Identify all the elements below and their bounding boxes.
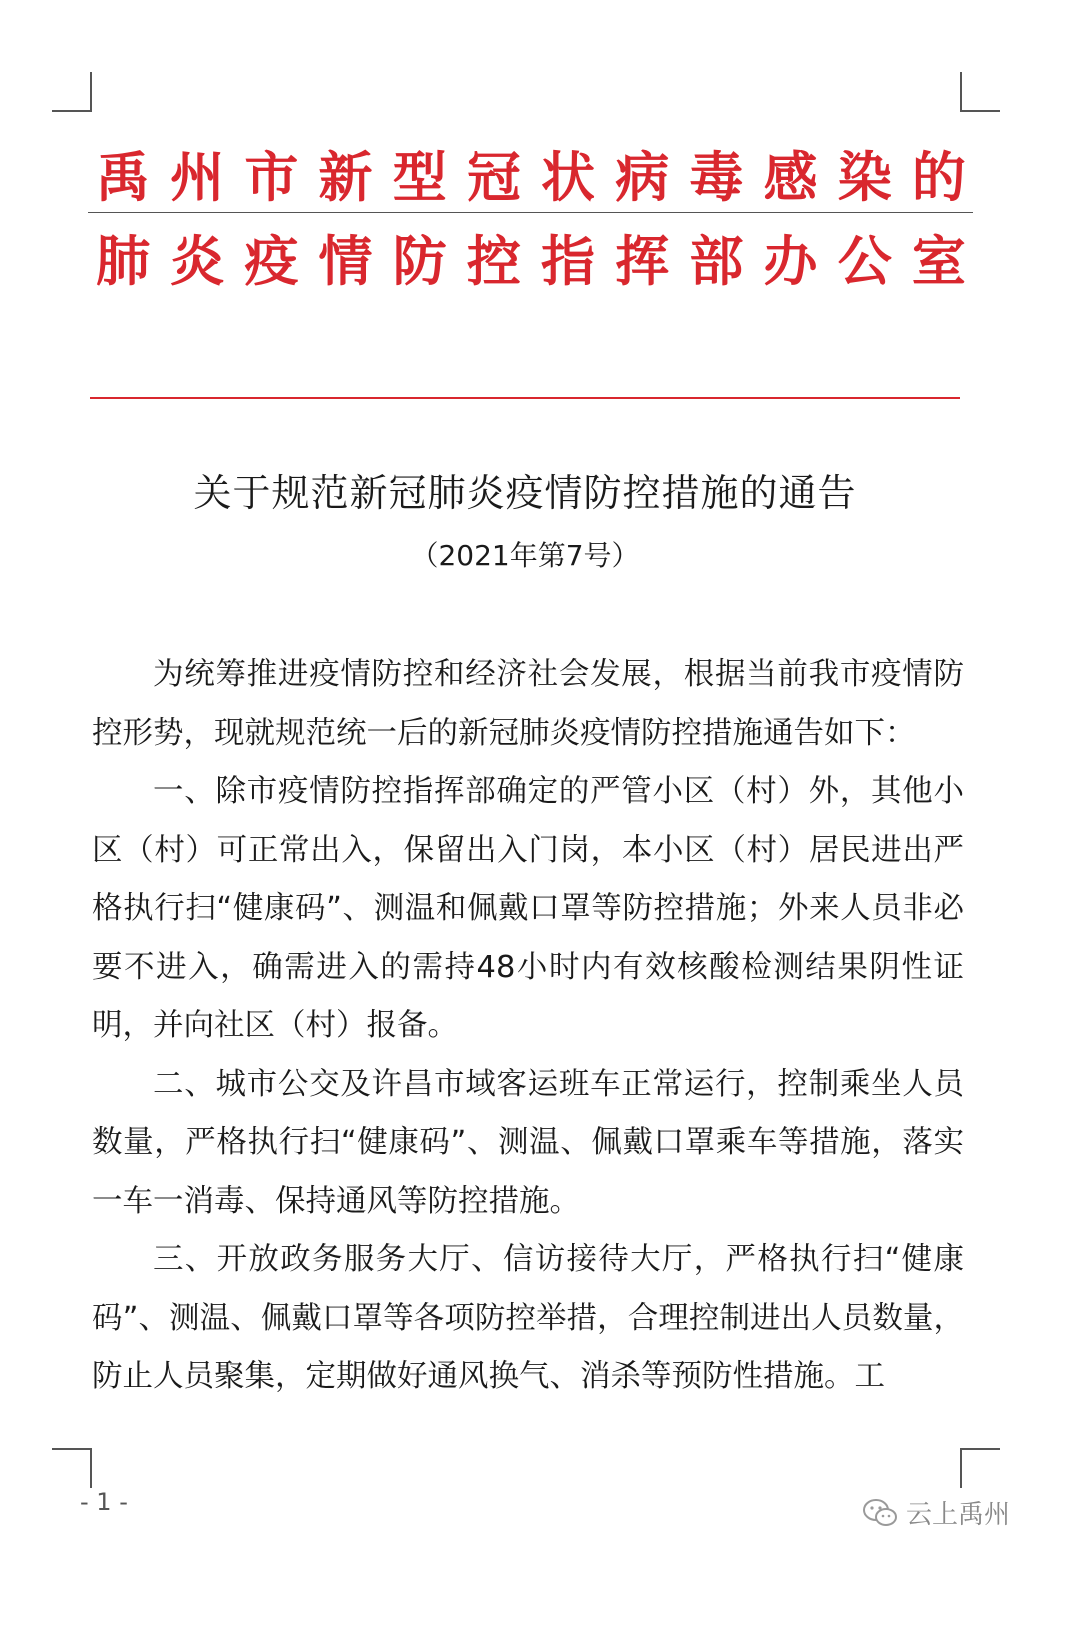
wechat-icon [862,1497,898,1529]
letterhead-char: 型 [392,146,447,209]
crop-mark-top-right [960,72,1000,112]
paragraph-intro: 为统筹推进疫情防控和经济社会发展，根据当前我市疫情防控形势，现就规范统一后的新冠肺炎疫情防控措施通告如下： [92,657,964,751]
letterhead-char: 室 [911,230,966,293]
crop-mark-top-left [52,72,92,112]
watermark [862,1494,1010,1531]
letterhead-char: 的 [911,146,966,209]
paragraph-item-1: 一、除市疫情防控指挥部确定的严管小区（村）外，其他小区（村）可正常出入，保留出入门岗，本小区（村）居民进出严格执行扫“健康码”、测温和佩戴口罩等防控措施；外来人员非必要不进入，确需进入的需持48小时内有效核酸检测结果阴性证明，并向社区（村）报备。 [92,774,964,1043]
page-number: - 1 - [80,1488,128,1516]
document-number: （2021年第7号） [410,539,640,572]
paragraph-item-3: 三、开放政务服务大厅、信访接待大厅，严格执行扫“健康码”、测温、佩戴口罩等各项防控举措，合理控制进出人员数量，防止人员聚集，定期做好通风换气、消杀等预防性措施。工 [92,1242,964,1394]
letterhead-char: 疫 [244,230,299,293]
letterhead-char: 市 [244,146,299,209]
letterhead-char: 冠 [466,146,521,209]
letterhead-char: 部 [689,230,744,293]
letterhead-char: 控 [466,230,521,293]
letterhead-char: 办 [763,230,818,293]
document-body [92,646,964,1407]
letterhead-line-2 [96,232,966,292]
letterhead-char: 毒 [689,146,744,209]
watermark-text: 云上禹州 [906,1500,1011,1530]
letterhead-char: 指 [541,230,596,293]
letterhead-divider [88,212,973,213]
letterhead-line-1 [96,148,966,208]
letterhead-char: 感 [763,146,818,209]
red-header-rule [90,397,960,399]
letterhead-char: 病 [615,146,670,209]
crop-mark-bottom-right [960,1448,1000,1488]
letterhead-char: 炎 [170,230,225,293]
crop-mark-bottom-left [52,1448,92,1488]
letterhead-char: 情 [318,230,373,293]
document-title: 关于规范新冠肺炎疫情防控措施的通告 [193,471,857,515]
letterhead-char: 防 [392,230,447,293]
letterhead-char: 州 [170,146,225,209]
letterhead-char: 新 [318,146,373,209]
letterhead-char: 禹 [96,146,150,209]
paragraph-item-2: 二、城市公交及许昌市域客运班车正常运行，控制乘坐人员数量，严格执行扫“健康码”、测温、佩戴口罩乘车等措施，落实一车一消毒、保持通风等防控措施。 [92,1066,964,1219]
letterhead-char: 挥 [615,230,670,293]
letterhead-char: 公 [837,230,892,293]
letterhead-char: 状 [541,146,596,209]
letterhead-char: 染 [837,146,892,209]
letterhead-char: 肺 [96,230,150,293]
